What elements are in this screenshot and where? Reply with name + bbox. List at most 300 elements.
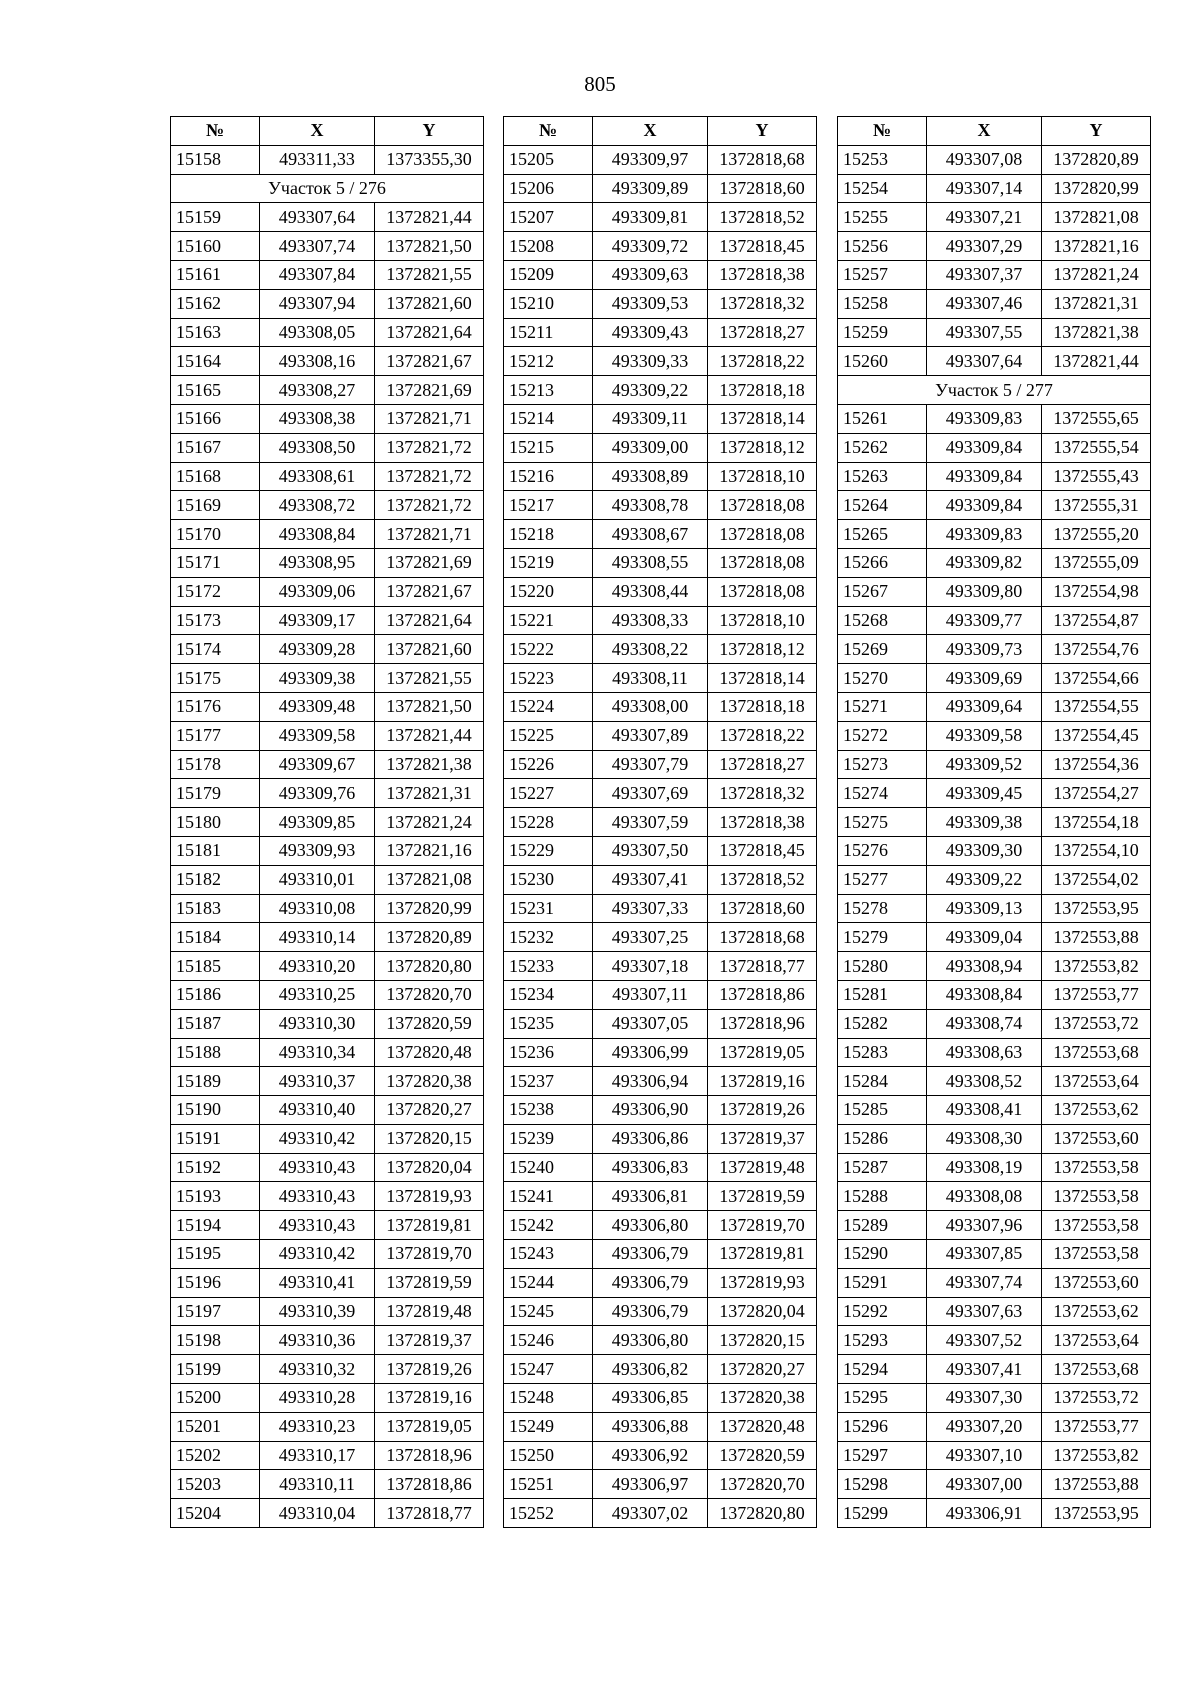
table-row (171, 1240, 484, 1269)
section-label: Участок 5 / 277 (838, 376, 1151, 405)
x-coordinate: 493308,38 (260, 404, 375, 433)
y-coordinate: 1372819,37 (708, 1124, 817, 1153)
y-coordinate: 1372818,18 (708, 692, 817, 721)
table-row (504, 203, 817, 232)
y-coordinate: 1372818,38 (708, 808, 817, 837)
y-coordinate: 1372819,48 (708, 1153, 817, 1182)
x-coordinate: 493310,43 (260, 1182, 375, 1211)
x-coordinate: 493309,67 (260, 750, 375, 779)
x-coordinate: 493306,79 (593, 1268, 708, 1297)
x-coordinate: 493307,96 (927, 1211, 1042, 1240)
point-number: 15194 (171, 1211, 260, 1240)
y-coordinate: 1372819,81 (708, 1240, 817, 1269)
y-coordinate: 1372821,08 (1042, 203, 1151, 232)
x-coordinate: 493309,13 (927, 894, 1042, 923)
y-coordinate: 1372553,58 (1042, 1240, 1151, 1269)
y-coordinate: 1372553,82 (1042, 952, 1151, 981)
point-number: 15174 (171, 635, 260, 664)
table-row (171, 1124, 484, 1153)
y-coordinate: 1372554,36 (1042, 750, 1151, 779)
table-row (171, 520, 484, 549)
column-header-y: Y (375, 117, 484, 146)
point-number: 15198 (171, 1326, 260, 1355)
point-number: 15185 (171, 952, 260, 981)
point-number: 15269 (838, 635, 927, 664)
x-coordinate: 493309,17 (260, 606, 375, 635)
point-number: 15286 (838, 1124, 927, 1153)
x-coordinate: 493306,86 (593, 1124, 708, 1153)
y-coordinate: 1372820,99 (1042, 174, 1151, 203)
y-coordinate: 1372555,43 (1042, 462, 1151, 491)
table-row (171, 260, 484, 289)
y-coordinate: 1372820,15 (375, 1124, 484, 1153)
table-row (838, 318, 1151, 347)
point-number: 15209 (504, 260, 593, 289)
y-coordinate: 1372819,16 (708, 1067, 817, 1096)
y-coordinate: 1372821,69 (375, 376, 484, 405)
point-number: 15239 (504, 1124, 593, 1153)
point-number: 15272 (838, 721, 927, 750)
point-number: 15204 (171, 1499, 260, 1528)
table-row (504, 721, 817, 750)
point-number: 15277 (838, 865, 927, 894)
table-row (504, 664, 817, 693)
table-row (838, 347, 1151, 376)
point-number: 15169 (171, 491, 260, 520)
y-coordinate: 1372821,71 (375, 404, 484, 433)
x-coordinate: 493307,37 (927, 260, 1042, 289)
x-coordinate: 493309,80 (927, 577, 1042, 606)
y-coordinate: 1372553,72 (1042, 1009, 1151, 1038)
x-coordinate: 493309,28 (260, 635, 375, 664)
point-number: 15216 (504, 462, 593, 491)
y-coordinate: 1372819,37 (375, 1326, 484, 1355)
x-coordinate: 493307,08 (927, 145, 1042, 174)
x-coordinate: 493309,84 (927, 491, 1042, 520)
table-row (504, 1240, 817, 1269)
x-coordinate: 493306,92 (593, 1441, 708, 1470)
table-body (838, 145, 1151, 1527)
table-row (504, 865, 817, 894)
point-number: 15250 (504, 1441, 593, 1470)
table-body (504, 145, 817, 1527)
y-coordinate: 1372818,45 (708, 232, 817, 261)
table-row (171, 721, 484, 750)
point-number: 15253 (838, 145, 927, 174)
x-coordinate: 493309,06 (260, 577, 375, 606)
x-coordinate: 493307,14 (927, 174, 1042, 203)
table-row (504, 1067, 817, 1096)
point-number: 15173 (171, 606, 260, 635)
table-row (171, 203, 484, 232)
point-number: 15220 (504, 577, 593, 606)
table-row (171, 1297, 484, 1326)
y-coordinate: 1372818,38 (708, 260, 817, 289)
table-row (838, 894, 1151, 923)
table-row (171, 1067, 484, 1096)
y-coordinate: 1372555,20 (1042, 520, 1151, 549)
y-coordinate: 1372553,64 (1042, 1326, 1151, 1355)
y-coordinate: 1372554,27 (1042, 779, 1151, 808)
y-coordinate: 1372821,72 (375, 433, 484, 462)
y-coordinate: 1372820,38 (375, 1067, 484, 1096)
table-row (838, 1240, 1151, 1269)
y-coordinate: 1372818,18 (708, 376, 817, 405)
table-row (171, 1470, 484, 1499)
y-coordinate: 1372553,68 (1042, 1355, 1151, 1384)
x-coordinate: 493309,00 (593, 433, 708, 462)
point-number: 15188 (171, 1038, 260, 1067)
x-coordinate: 493310,11 (260, 1470, 375, 1499)
x-coordinate: 493307,85 (927, 1240, 1042, 1269)
table-row (171, 1182, 484, 1211)
x-coordinate: 493306,88 (593, 1412, 708, 1441)
y-coordinate: 1372821,71 (375, 520, 484, 549)
x-coordinate: 493309,84 (927, 433, 1042, 462)
y-coordinate: 1372821,16 (375, 836, 484, 865)
x-coordinate: 493310,30 (260, 1009, 375, 1038)
table-row (838, 692, 1151, 721)
x-coordinate: 493307,46 (927, 289, 1042, 318)
table-row (838, 664, 1151, 693)
table-row (171, 491, 484, 520)
table-row (171, 577, 484, 606)
coordinates-table-3 (837, 116, 1151, 1528)
x-coordinate: 493308,50 (260, 433, 375, 462)
table-row (838, 491, 1151, 520)
point-number: 15245 (504, 1297, 593, 1326)
x-coordinate: 493309,58 (260, 721, 375, 750)
point-number: 15259 (838, 318, 927, 347)
y-coordinate: 1372820,27 (375, 1096, 484, 1125)
table-row (504, 1153, 817, 1182)
point-number: 15195 (171, 1240, 260, 1269)
table-row (171, 923, 484, 952)
table-row (504, 808, 817, 837)
x-coordinate: 493306,85 (593, 1384, 708, 1413)
point-number: 15257 (838, 260, 927, 289)
y-coordinate: 1372819,70 (375, 1240, 484, 1269)
point-number: 15197 (171, 1297, 260, 1326)
point-number: 15244 (504, 1268, 593, 1297)
y-coordinate: 1372821,64 (375, 318, 484, 347)
point-number: 15285 (838, 1096, 927, 1125)
point-number: 15234 (504, 980, 593, 1009)
table-header-row (504, 117, 817, 146)
x-coordinate: 493306,80 (593, 1326, 708, 1355)
table-row (838, 750, 1151, 779)
y-coordinate: 1372818,10 (708, 606, 817, 635)
x-coordinate: 493309,73 (927, 635, 1042, 664)
point-number: 15236 (504, 1038, 593, 1067)
table-row (171, 1153, 484, 1182)
table-row (504, 980, 817, 1009)
point-number: 15289 (838, 1211, 927, 1240)
table-row (171, 635, 484, 664)
point-number: 15268 (838, 606, 927, 635)
x-coordinate: 493309,69 (927, 664, 1042, 693)
table-row (504, 548, 817, 577)
x-coordinate: 493309,64 (927, 692, 1042, 721)
y-coordinate: 1372821,67 (375, 347, 484, 376)
table-row (171, 692, 484, 721)
point-number: 15247 (504, 1355, 593, 1384)
y-coordinate: 1372818,32 (708, 289, 817, 318)
point-number: 15278 (838, 894, 927, 923)
x-coordinate: 493308,89 (593, 462, 708, 491)
x-coordinate: 493306,79 (593, 1240, 708, 1269)
column-header-x: X (593, 117, 708, 146)
y-coordinate: 1372818,22 (708, 347, 817, 376)
x-coordinate: 493307,64 (927, 347, 1042, 376)
table-row (838, 145, 1151, 174)
point-number: 15267 (838, 577, 927, 606)
x-coordinate: 493310,28 (260, 1384, 375, 1413)
y-coordinate: 1372820,89 (1042, 145, 1151, 174)
table-row (504, 376, 817, 405)
point-number: 15222 (504, 635, 593, 664)
x-coordinate: 493308,27 (260, 376, 375, 405)
table-row (838, 923, 1151, 952)
point-number: 15223 (504, 664, 593, 693)
y-coordinate: 1372821,64 (375, 606, 484, 635)
table-row (838, 1124, 1151, 1153)
y-coordinate: 1372553,88 (1042, 923, 1151, 952)
x-coordinate: 493310,42 (260, 1240, 375, 1269)
point-number: 15262 (838, 433, 927, 462)
point-number: 15210 (504, 289, 593, 318)
point-number: 15161 (171, 260, 260, 289)
y-coordinate: 1372553,64 (1042, 1067, 1151, 1096)
x-coordinate: 493307,74 (927, 1268, 1042, 1297)
x-coordinate: 493308,61 (260, 462, 375, 491)
x-coordinate: 493309,84 (927, 462, 1042, 491)
y-coordinate: 1372818,68 (708, 145, 817, 174)
point-number: 15293 (838, 1326, 927, 1355)
x-coordinate: 493310,43 (260, 1211, 375, 1240)
y-coordinate: 1372818,22 (708, 721, 817, 750)
point-number: 15295 (838, 1384, 927, 1413)
y-coordinate: 1372821,08 (375, 865, 484, 894)
point-number: 15255 (838, 203, 927, 232)
y-coordinate: 1372818,10 (708, 462, 817, 491)
point-number: 15243 (504, 1240, 593, 1269)
table-row (838, 1182, 1151, 1211)
x-coordinate: 493307,69 (593, 779, 708, 808)
y-coordinate: 1372821,69 (375, 548, 484, 577)
x-coordinate: 493308,84 (260, 520, 375, 549)
table-row (504, 462, 817, 491)
y-coordinate: 1372818,08 (708, 577, 817, 606)
point-number: 15162 (171, 289, 260, 318)
x-coordinate: 493310,25 (260, 980, 375, 1009)
table-row (504, 692, 817, 721)
table-row (838, 462, 1151, 491)
point-number: 15273 (838, 750, 927, 779)
point-number: 15275 (838, 808, 927, 837)
point-number: 15270 (838, 664, 927, 693)
y-coordinate: 1372819,93 (375, 1182, 484, 1211)
table-row (504, 1211, 817, 1240)
table-row (171, 376, 484, 405)
point-number: 15178 (171, 750, 260, 779)
x-coordinate: 493308,41 (927, 1096, 1042, 1125)
x-coordinate: 493307,10 (927, 1441, 1042, 1470)
y-coordinate: 1372821,50 (375, 692, 484, 721)
x-coordinate: 493308,05 (260, 318, 375, 347)
point-number: 15167 (171, 433, 260, 462)
point-number: 15158 (171, 145, 260, 174)
x-coordinate: 493307,29 (927, 232, 1042, 261)
x-coordinate: 493309,43 (593, 318, 708, 347)
y-coordinate: 1372819,05 (708, 1038, 817, 1067)
y-coordinate: 1372821,16 (1042, 232, 1151, 261)
point-number: 15274 (838, 779, 927, 808)
x-coordinate: 493309,97 (593, 145, 708, 174)
y-coordinate: 1372820,04 (708, 1297, 817, 1326)
point-number: 15181 (171, 836, 260, 865)
y-coordinate: 1372821,55 (375, 260, 484, 289)
point-number: 15263 (838, 462, 927, 491)
table-row (838, 779, 1151, 808)
y-coordinate: 1372554,02 (1042, 865, 1151, 894)
y-coordinate: 1372820,48 (708, 1412, 817, 1441)
table-row (504, 1009, 817, 1038)
point-number: 15249 (504, 1412, 593, 1441)
point-number: 15192 (171, 1153, 260, 1182)
point-number: 15282 (838, 1009, 927, 1038)
point-number: 15187 (171, 1009, 260, 1038)
table-row (504, 923, 817, 952)
y-coordinate: 1372820,80 (708, 1499, 817, 1528)
x-coordinate: 493308,52 (927, 1067, 1042, 1096)
column-header-no: № (504, 117, 593, 146)
point-number: 15279 (838, 923, 927, 952)
y-coordinate: 1372821,31 (375, 779, 484, 808)
y-coordinate: 1373355,30 (375, 145, 484, 174)
y-coordinate: 1372818,08 (708, 520, 817, 549)
point-number: 15235 (504, 1009, 593, 1038)
point-number: 15160 (171, 232, 260, 261)
x-coordinate: 493307,33 (593, 894, 708, 923)
x-coordinate: 493307,18 (593, 952, 708, 981)
y-coordinate: 1372818,60 (708, 174, 817, 203)
y-coordinate: 1372818,77 (375, 1499, 484, 1528)
table-row (504, 1384, 817, 1413)
table-row (838, 635, 1151, 664)
x-coordinate: 493307,25 (593, 923, 708, 952)
point-number: 15212 (504, 347, 593, 376)
point-number: 15200 (171, 1384, 260, 1413)
y-coordinate: 1372818,96 (708, 1009, 817, 1038)
x-coordinate: 493308,67 (593, 520, 708, 549)
x-coordinate: 493306,80 (593, 1211, 708, 1240)
x-coordinate: 493309,11 (593, 404, 708, 433)
point-number: 15201 (171, 1412, 260, 1441)
x-coordinate: 493310,32 (260, 1355, 375, 1384)
x-coordinate: 493308,94 (927, 952, 1042, 981)
y-coordinate: 1372821,72 (375, 462, 484, 491)
y-coordinate: 1372818,27 (708, 750, 817, 779)
x-coordinate: 493309,83 (927, 520, 1042, 549)
point-number: 15215 (504, 433, 593, 462)
x-coordinate: 493308,63 (927, 1038, 1042, 1067)
y-coordinate: 1372819,59 (708, 1182, 817, 1211)
point-number: 15287 (838, 1153, 927, 1182)
point-number: 15284 (838, 1067, 927, 1096)
x-coordinate: 493310,40 (260, 1096, 375, 1125)
x-coordinate: 493310,08 (260, 894, 375, 923)
x-coordinate: 493306,99 (593, 1038, 708, 1067)
y-coordinate: 1372820,27 (708, 1355, 817, 1384)
x-coordinate: 493309,38 (260, 664, 375, 693)
table-row (504, 635, 817, 664)
x-coordinate: 493307,59 (593, 808, 708, 837)
y-coordinate: 1372820,99 (375, 894, 484, 923)
point-number: 15294 (838, 1355, 927, 1384)
x-coordinate: 493308,16 (260, 347, 375, 376)
y-coordinate: 1372555,54 (1042, 433, 1151, 462)
table-row (171, 1038, 484, 1067)
table-row (171, 1499, 484, 1528)
table-row (504, 520, 817, 549)
point-number: 15292 (838, 1297, 927, 1326)
x-coordinate: 493306,83 (593, 1153, 708, 1182)
point-number: 15227 (504, 779, 593, 808)
x-coordinate: 493307,41 (593, 865, 708, 894)
point-number: 15261 (838, 404, 927, 433)
y-coordinate: 1372821,55 (375, 664, 484, 693)
table-row (504, 404, 817, 433)
point-number: 15283 (838, 1038, 927, 1067)
table-row (838, 980, 1151, 1009)
point-number: 15237 (504, 1067, 593, 1096)
table-row (504, 433, 817, 462)
y-coordinate: 1372818,14 (708, 404, 817, 433)
y-coordinate: 1372818,45 (708, 836, 817, 865)
y-coordinate: 1372553,77 (1042, 980, 1151, 1009)
table-row (838, 1211, 1151, 1240)
x-coordinate: 493307,20 (927, 1412, 1042, 1441)
table-row (171, 865, 484, 894)
x-coordinate: 493308,19 (927, 1153, 1042, 1182)
table-row (504, 1038, 817, 1067)
table-row (838, 808, 1151, 837)
x-coordinate: 493308,95 (260, 548, 375, 577)
y-coordinate: 1372818,32 (708, 779, 817, 808)
point-number: 15175 (171, 664, 260, 693)
point-number: 15298 (838, 1470, 927, 1499)
table-row (838, 836, 1151, 865)
y-coordinate: 1372821,67 (375, 577, 484, 606)
y-coordinate: 1372553,88 (1042, 1470, 1151, 1499)
table-row (171, 1355, 484, 1384)
x-coordinate: 493309,04 (927, 923, 1042, 952)
x-coordinate: 493306,82 (593, 1355, 708, 1384)
table-header-row (171, 117, 484, 146)
x-coordinate: 493310,36 (260, 1326, 375, 1355)
table-row (504, 577, 817, 606)
table-row (171, 1268, 484, 1297)
point-number: 15214 (504, 404, 593, 433)
y-coordinate: 1372818,27 (708, 318, 817, 347)
table-row (504, 1499, 817, 1528)
point-number: 15179 (171, 779, 260, 808)
point-number: 15190 (171, 1096, 260, 1125)
x-coordinate: 493308,30 (927, 1124, 1042, 1153)
table-row (504, 836, 817, 865)
point-number: 15196 (171, 1268, 260, 1297)
